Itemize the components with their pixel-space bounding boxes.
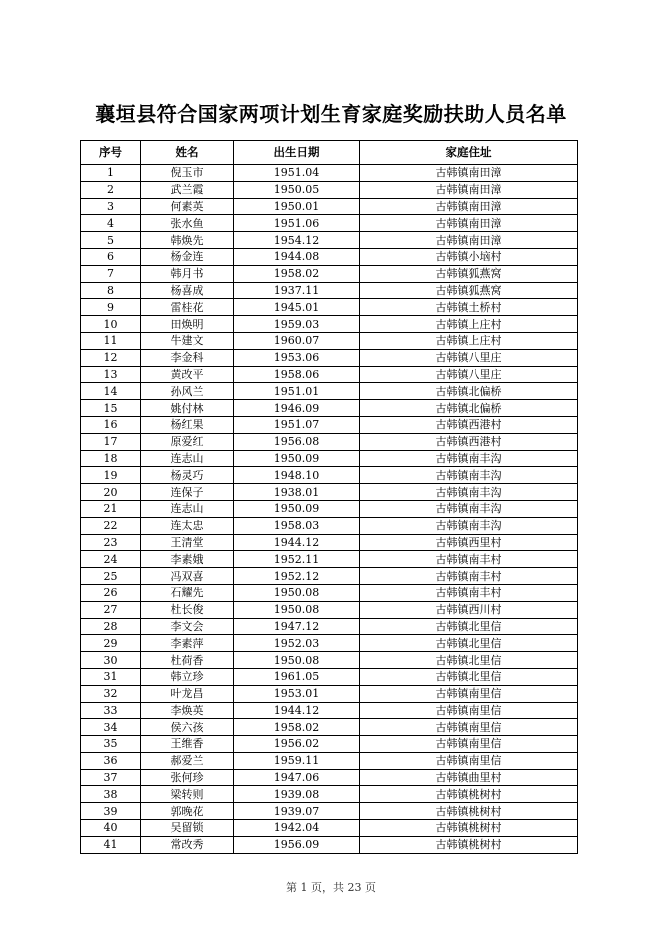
cell-address: 古韩镇北里信: [360, 635, 578, 652]
table-row: [81, 400, 578, 417]
cell-index: 4: [81, 215, 141, 232]
table-row: [81, 635, 578, 652]
table-row: [81, 652, 578, 669]
table-row: [81, 836, 578, 853]
table-row: [81, 198, 578, 215]
cell-name: 连太忠: [141, 517, 234, 534]
cell-birthdate: 1950.09: [234, 450, 360, 467]
cell-address: 古韩镇北偏桥: [360, 400, 578, 417]
cell-address: 古韩镇南丰沟: [360, 500, 578, 517]
cell-index: 21: [81, 500, 141, 517]
cell-index: 5: [81, 232, 141, 249]
cell-address: 古韩镇西川村: [360, 601, 578, 618]
cell-index: 9: [81, 299, 141, 316]
page-footer: 第 1 页，共 23 页: [286, 881, 376, 894]
cell-birthdate: 1958.03: [234, 517, 360, 534]
table-row: [81, 601, 578, 618]
cell-address: 古韩镇南丰沟: [360, 450, 578, 467]
cell-address: 古韩镇八里庄: [360, 366, 578, 383]
table-row: [81, 736, 578, 753]
cell-name: 王清堂: [141, 534, 234, 551]
table-body: [81, 165, 578, 854]
cell-index: 26: [81, 584, 141, 601]
cell-address: 古韩镇南里信: [360, 685, 578, 702]
cell-birthdate: 1956.08: [234, 433, 360, 450]
table-row: [81, 450, 578, 467]
cell-name: 杨喜成: [141, 282, 234, 299]
table-row: [81, 282, 578, 299]
cell-birthdate: 1947.06: [234, 769, 360, 786]
cell-name: 张水鱼: [141, 215, 234, 232]
header-row: [81, 141, 578, 165]
table-row: [81, 181, 578, 198]
cell-index: 27: [81, 601, 141, 618]
cell-index: 14: [81, 383, 141, 400]
cell-name: 韩立珍: [141, 668, 234, 685]
cell-name: 郝爱兰: [141, 752, 234, 769]
cell-birthdate: 1942.04: [234, 820, 360, 837]
cell-name: 石耀先: [141, 584, 234, 601]
cell-address: 古韩镇曲里村: [360, 769, 578, 786]
cell-index: 31: [81, 668, 141, 685]
cell-birthdate: 1960.07: [234, 332, 360, 349]
cell-address: 古韩镇狐燕窝: [360, 282, 578, 299]
cell-name: 李金科: [141, 349, 234, 366]
cell-birthdate: 1953.06: [234, 349, 360, 366]
cell-birthdate: 1951.06: [234, 215, 360, 232]
cell-address: 古韩镇北里信: [360, 618, 578, 635]
cell-birthdate: 1951.04: [234, 165, 360, 182]
cell-birthdate: 1950.01: [234, 198, 360, 215]
table-row: [81, 618, 578, 635]
cell-birthdate: 1952.11: [234, 551, 360, 568]
cell-birthdate: 1956.09: [234, 836, 360, 853]
cell-address: 古韩镇小垴村: [360, 248, 578, 265]
table-row: [81, 265, 578, 282]
cell-index: 37: [81, 769, 141, 786]
cell-address: 古韩镇南田漳: [360, 181, 578, 198]
cell-index: 39: [81, 803, 141, 820]
cell-address: 古韩镇北里信: [360, 652, 578, 669]
cell-index: 17: [81, 433, 141, 450]
table-row: [81, 685, 578, 702]
table-row: [81, 769, 578, 786]
cell-address: 古韩镇南里信: [360, 702, 578, 719]
cell-address: 古韩镇南田漳: [360, 232, 578, 249]
cell-name: 李素娥: [141, 551, 234, 568]
cell-name: 武兰霞: [141, 181, 234, 198]
cell-index: 6: [81, 248, 141, 265]
cell-index: 41: [81, 836, 141, 853]
cell-name: 原爱红: [141, 433, 234, 450]
table-row: [81, 702, 578, 719]
cell-index: 1: [81, 165, 141, 182]
cell-index: 28: [81, 618, 141, 635]
cell-name: 杨金连: [141, 248, 234, 265]
cell-name: 侯六孩: [141, 719, 234, 736]
cell-address: 古韩镇南丰沟: [360, 517, 578, 534]
cell-address: 古韩镇南丰沟: [360, 484, 578, 501]
table-row: [81, 433, 578, 450]
cell-birthdate: 1946.09: [234, 400, 360, 417]
cell-index: 36: [81, 752, 141, 769]
cell-index: 22: [81, 517, 141, 534]
table-header: [81, 141, 578, 165]
cell-birthdate: 1939.07: [234, 803, 360, 820]
table-row: [81, 165, 578, 182]
cell-address: 古韩镇西港村: [360, 433, 578, 450]
table-row: [81, 551, 578, 568]
table-row: [81, 232, 578, 249]
cell-name: 何素英: [141, 198, 234, 215]
cell-index: 2: [81, 181, 141, 198]
table-row: [81, 534, 578, 551]
cell-birthdate: 1950.08: [234, 601, 360, 618]
table-row: [81, 500, 578, 517]
cell-birthdate: 1952.12: [234, 568, 360, 585]
cell-birthdate: 1938.01: [234, 484, 360, 501]
cell-index: 10: [81, 316, 141, 333]
table-row: [81, 316, 578, 333]
cell-name: 李焕英: [141, 702, 234, 719]
table-row: [81, 803, 578, 820]
cell-name: 韩月书: [141, 265, 234, 282]
cell-birthdate: 1948.10: [234, 467, 360, 484]
cell-name: 吴留锁: [141, 820, 234, 837]
cell-birthdate: 1958.06: [234, 366, 360, 383]
cell-name: 杜长俊: [141, 601, 234, 618]
cell-name: 王维香: [141, 736, 234, 753]
cell-index: 20: [81, 484, 141, 501]
cell-name: 冯双喜: [141, 568, 234, 585]
cell-address: 古韩镇上庄村: [360, 332, 578, 349]
table-row: [81, 383, 578, 400]
cell-index: 29: [81, 635, 141, 652]
table-row: [81, 786, 578, 803]
cell-index: 7: [81, 265, 141, 282]
cell-name: 孙风兰: [141, 383, 234, 400]
cell-birthdate: 1954.12: [234, 232, 360, 249]
cell-index: 19: [81, 467, 141, 484]
table-row: [81, 820, 578, 837]
cell-birthdate: 1958.02: [234, 719, 360, 736]
cell-address: 古韩镇南田漳: [360, 198, 578, 215]
table-row: [81, 584, 578, 601]
table-row: [81, 568, 578, 585]
cell-name: 连保子: [141, 484, 234, 501]
table-row: [81, 248, 578, 265]
column-header-index: 序号: [81, 141, 141, 165]
cell-name: 杨红果: [141, 416, 234, 433]
cell-birthdate: 1950.08: [234, 584, 360, 601]
cell-index: 15: [81, 400, 141, 417]
cell-birthdate: 1950.05: [234, 181, 360, 198]
table-row: [81, 299, 578, 316]
cell-name: 李素萍: [141, 635, 234, 652]
cell-birthdate: 1953.01: [234, 685, 360, 702]
cell-index: 32: [81, 685, 141, 702]
cell-address: 古韩镇南里信: [360, 752, 578, 769]
cell-birthdate: 1937.11: [234, 282, 360, 299]
cell-address: 古韩镇北里信: [360, 668, 578, 685]
cell-index: 40: [81, 820, 141, 837]
cell-name: 韩焕先: [141, 232, 234, 249]
cell-name: 连志山: [141, 450, 234, 467]
cell-index: 30: [81, 652, 141, 669]
cell-birthdate: 1959.11: [234, 752, 360, 769]
cell-index: 25: [81, 568, 141, 585]
cell-index: 35: [81, 736, 141, 753]
table-row: [81, 484, 578, 501]
cell-address: 古韩镇桃树村: [360, 803, 578, 820]
cell-index: 38: [81, 786, 141, 803]
cell-birthdate: 1950.09: [234, 500, 360, 517]
cell-address: 古韩镇桃树村: [360, 820, 578, 837]
cell-address: 古韩镇土桥村: [360, 299, 578, 316]
cell-name: 连志山: [141, 500, 234, 517]
cell-name: 叶龙昌: [141, 685, 234, 702]
table-row: [81, 517, 578, 534]
cell-address: 古韩镇南田漳: [360, 215, 578, 232]
cell-name: 田焕明: [141, 316, 234, 333]
cell-name: 牛建文: [141, 332, 234, 349]
table-row: [81, 349, 578, 366]
cell-birthdate: 1959.03: [234, 316, 360, 333]
cell-address: 古韩镇桃树村: [360, 836, 578, 853]
cell-name: 姚付林: [141, 400, 234, 417]
cell-name: 常改秀: [141, 836, 234, 853]
cell-index: 24: [81, 551, 141, 568]
table-row: [81, 366, 578, 383]
cell-name: 杨灵巧: [141, 467, 234, 484]
cell-birthdate: 1951.01: [234, 383, 360, 400]
cell-index: 18: [81, 450, 141, 467]
cell-name: 梁转则: [141, 786, 234, 803]
cell-address: 古韩镇北偏桥: [360, 383, 578, 400]
cell-index: 8: [81, 282, 141, 299]
cell-address: 古韩镇南丰村: [360, 551, 578, 568]
cell-index: 13: [81, 366, 141, 383]
cell-name: 张何珍: [141, 769, 234, 786]
cell-address: 古韩镇上庄村: [360, 316, 578, 333]
cell-index: 12: [81, 349, 141, 366]
table-row: [81, 467, 578, 484]
cell-address: 古韩镇八里庄: [360, 349, 578, 366]
column-header-name: 姓名: [141, 141, 234, 165]
cell-birthdate: 1944.12: [234, 534, 360, 551]
cell-index: 16: [81, 416, 141, 433]
roster-table: [80, 140, 578, 854]
table-row: [81, 752, 578, 769]
cell-birthdate: 1944.12: [234, 702, 360, 719]
cell-address: 古韩镇南丰村: [360, 568, 578, 585]
cell-birthdate: 1956.02: [234, 736, 360, 753]
table-row: [81, 215, 578, 232]
cell-address: 古韩镇南田漳: [360, 165, 578, 182]
cell-birthdate: 1944.08: [234, 248, 360, 265]
cell-address: 古韩镇南丰村: [360, 584, 578, 601]
page-title: 襄垣县符合国家两项计划生育家庭奖励扶助人员名单: [95, 102, 567, 126]
cell-index: 3: [81, 198, 141, 215]
cell-name: 倪玉市: [141, 165, 234, 182]
column-header-birthdate: 出生日期: [234, 141, 360, 165]
cell-address: 古韩镇西港村: [360, 416, 578, 433]
cell-address: 古韩镇南丰沟: [360, 467, 578, 484]
cell-index: 34: [81, 719, 141, 736]
cell-address: 古韩镇南里信: [360, 736, 578, 753]
table-row: [81, 668, 578, 685]
cell-name: 黄改平: [141, 366, 234, 383]
cell-birthdate: 1947.12: [234, 618, 360, 635]
cell-birthdate: 1958.02: [234, 265, 360, 282]
table-row: [81, 719, 578, 736]
table-row: [81, 332, 578, 349]
cell-birthdate: 1945.01: [234, 299, 360, 316]
cell-address: 古韩镇狐燕窝: [360, 265, 578, 282]
column-header-address: 家庭住址: [360, 141, 578, 165]
cell-birthdate: 1939.08: [234, 786, 360, 803]
cell-birthdate: 1961.05: [234, 668, 360, 685]
cell-name: 郭晚花: [141, 803, 234, 820]
cell-name: 李文会: [141, 618, 234, 635]
cell-birthdate: 1952.03: [234, 635, 360, 652]
table-row: [81, 416, 578, 433]
cell-address: 古韩镇西里村: [360, 534, 578, 551]
cell-address: 古韩镇南里信: [360, 719, 578, 736]
cell-index: 23: [81, 534, 141, 551]
cell-name: 雷桂花: [141, 299, 234, 316]
cell-index: 33: [81, 702, 141, 719]
cell-name: 杜荷香: [141, 652, 234, 669]
cell-index: 11: [81, 332, 141, 349]
cell-address: 古韩镇桃树村: [360, 786, 578, 803]
cell-birthdate: 1951.07: [234, 416, 360, 433]
cell-birthdate: 1950.08: [234, 652, 360, 669]
